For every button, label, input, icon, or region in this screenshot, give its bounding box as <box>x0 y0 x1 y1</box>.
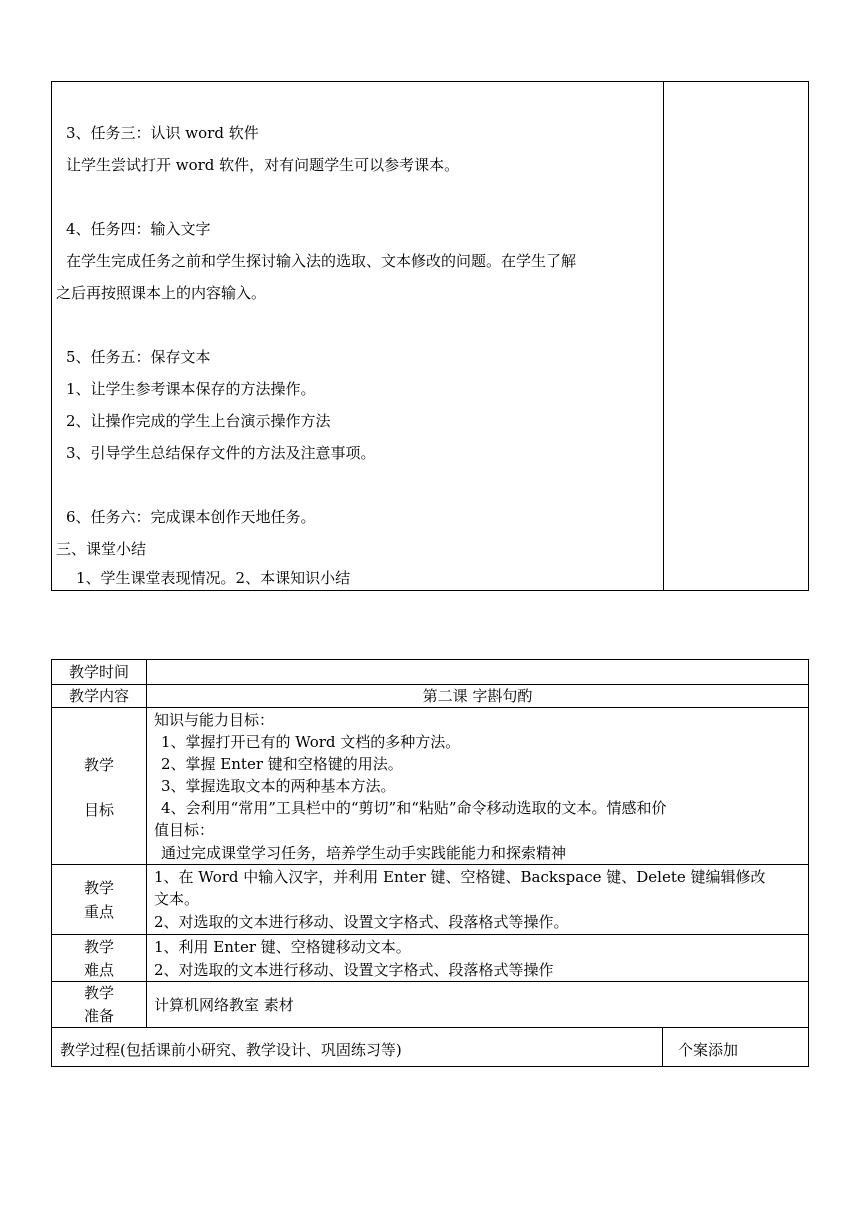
column-divider <box>146 660 147 1027</box>
goal-item-1: 1、掌握打开已有的 Word 文档的多种方法。 <box>161 733 461 751</box>
task3-text: 让学生尝试打开 word 软件，对有问题学生可以参考课本。 <box>66 156 460 174</box>
difficulty-2: 2、对选取的文本进行移动、设置文字格式、段落格式等操作 <box>154 961 554 979</box>
task5-step3: 3、引导学生总结保存文件的方法及注意事项。 <box>66 444 376 462</box>
custom-label: 个案添加 <box>678 1041 739 1059</box>
row-divider <box>52 934 808 935</box>
goals-label-line1: 教学 <box>83 756 114 774</box>
lesson-title: 第二课 字斟句酌 <box>422 687 533 705</box>
goals-label-line2: 目标 <box>83 801 114 819</box>
goal-item-4: 4、会利用“常用”工具栏中的“剪切”和“粘贴”命令移动选取的文本。情感和价 <box>161 799 667 817</box>
goal-item-5: 通过完成课堂学习任务，培养学生动手实践能能力和探索精神 <box>161 844 567 862</box>
key-point-2: 2、对选取的文本进行移动、设置文字格式、段落格式等操作。 <box>154 913 569 931</box>
row-divider <box>52 981 808 982</box>
prep-label-line2: 准备 <box>83 1007 114 1025</box>
prep-value: 计算机网络教室 素材 <box>154 996 294 1014</box>
goals-intro: 知识与能力目标： <box>154 711 275 729</box>
key-point-1-cont: 文本。 <box>154 890 200 908</box>
task4-text: 在学生完成任务之前和学生探讨输入法的选取、文本修改的问题。在学生了解 <box>66 252 577 270</box>
content-label: 教学内容 <box>68 687 129 705</box>
time-label: 教学时间 <box>68 663 129 681</box>
row-divider <box>52 707 808 708</box>
column-divider <box>662 1027 663 1067</box>
difficulty-label-line1: 教学 <box>83 938 114 956</box>
task5-heading: 5、任务五：保存文本 <box>66 348 211 366</box>
summary-text: 1、学生课堂表现情况。2、本课知识小结 <box>76 569 351 587</box>
goal-item-3: 3、掌握选取文本的两种基本方法。 <box>161 777 396 795</box>
column-divider <box>663 82 664 590</box>
key-point-1: 1、在 Word 中输入汉字，并利用 Enter 键、空格键、Backspace 键、Delete 键编辑修改 <box>154 868 766 886</box>
goal-item-4-cont: 值目标： <box>154 821 215 839</box>
lesson-table <box>51 659 809 1067</box>
row-divider <box>52 864 808 865</box>
process-table <box>51 81 809 591</box>
goal-item-2: 2、掌握 Enter 键和空格键的用法。 <box>161 755 403 773</box>
difficulty-label-line2: 难点 <box>83 961 114 979</box>
summary-heading: 三、课堂小结 <box>56 540 147 558</box>
difficulty-1: 1、利用 Enter 键、空格键移动文本。 <box>154 938 411 956</box>
task5-step2: 2、让操作完成的学生上台演示操作方法 <box>66 412 331 430</box>
task5-step1: 1、让学生参考课本保存的方法操作。 <box>66 380 316 398</box>
task4-text-cont: 之后再按照课本上的内容输入。 <box>56 284 267 302</box>
key-label-line2: 重点 <box>83 903 114 921</box>
task4-heading: 4、任务四：输入文字 <box>66 220 211 238</box>
task3-heading: 3、任务三：认识 word 软件 <box>66 124 259 142</box>
process-label: 教学过程(包括课前小研究、教学设计、巩固练习等) <box>60 1041 402 1059</box>
key-label-line1: 教学 <box>83 879 114 897</box>
prep-label-line1: 教学 <box>83 984 114 1002</box>
task6-heading: 6、任务六：完成课本创作天地任务。 <box>66 508 316 526</box>
row-divider <box>52 1027 808 1028</box>
